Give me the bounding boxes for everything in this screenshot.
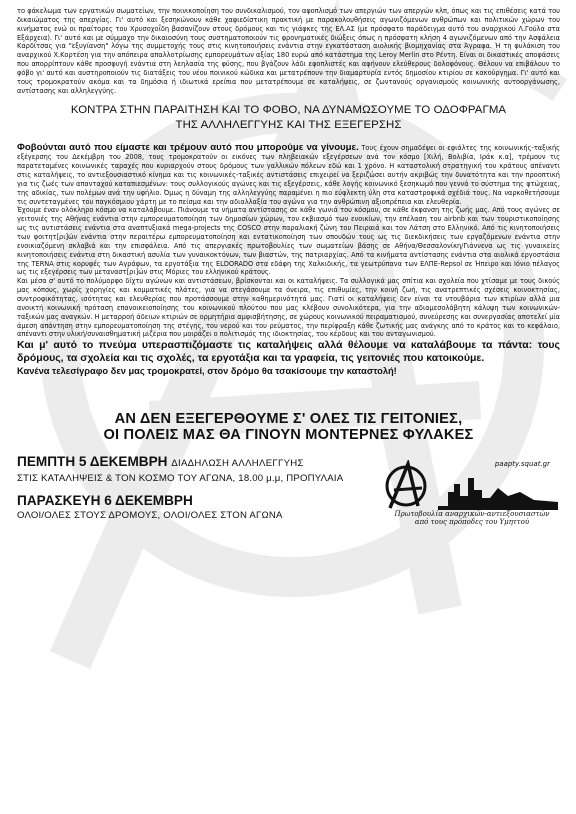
event-1-detail: ΣΤΙΣ ΚΑΤΑΛΗΨΕΙΣ & ΤΟΝ ΚΟΣΜΟ ΤΟΥ ΑΓΩΝΑ, 18.00 μ.μ, ΠΡΟΠΥΛΑΙΑ [17,473,344,485]
main-paragraph [17,144,560,206]
body-paragraph-2: Έχουμε έναν ολόκληρο κόσμο να καταλάβουμε. Πιάνουμε τα νήματα αντίστασης σε κάθε γωνιά του κόσμου, σε κάθε έκφανση της ζωής μας. Από τους αγώνες σε γειτονιές της Αθήνας ενάντια στην εμπορευματοποίηση των δημοσίων χώρων, τον εκβιασμό των ενοικίων, την επέλαση του airbnb και των τουριστικοποίησης ως τις αντιστάσεις ενάντια στα αναπτυξιακά mega-projects της COSCO στην παραλιακή ζώνη του Πειραιά και τον Λάτση στο Ελληνικό. Από τις κινητοποιήσεις των φοιτητ[ρι]ών ενάντια στην περαιτέρω εμπορευματοποίηση και εντατικοποίηση των σπουδών τους ως τις διεκδικήσεις των εργαζόμενων ενάντια στην ενοικιαζόμενη σκλαβιά και την επισφάλεια. Από τις απεργιακές πρωτοβουλίες των σωματείων βάσης σε Αθήνα/Θεσσαλονίκη/Γιάννενα ως τις γυναικείες κινητοποιήσεις ενάντια στη δικαστική ασυλία των γυναικοκτόνων, των βιαστών, της πατριαρχίας. Από τα κινήματα αντίστασης ενάντια στα αιολικά εργοστάσια της TERNA στις κορυφές των Αγράφων, τα εργοτάξια της ELDORADO στα εδάφη της Χαλκιδικής, τα γεωτρύπανα των ΕΛΠΕ-Repsol σε Ήπειρο και Ιόνιο πέλαγος ως τις εξεγέρσεις των μεταναστ[ρι]ών στις Μόριες του ελληνικού κράτους. [17,206,560,277]
body-paragraph-3: Και μέσα σ' αυτό το πολύμορφο δίχτυ αγώνων και αντιστάσεων, βρίσκονται και οι καταλήψεις. Τα συλλογικά μας σπίτια και σχολεία που χτίσαμε με τους δικούς μας κόπους, χωρίς χορηγίες και κομματικές πλάτες, για να στεγάσουμε τα όνειρα, τις επιθυμίες, την κοινή ζωή, τις ανατρεπτικές σχέσεις κοινοκτησίας, συντροφικότητας, ισότητας και ελευθερίας που προτάσσουμε στην καθημερινότητά μας. Γιατί οι καταλήψεις δεν είναι τα ντουβάρια των κτιρίων αλλά μια ανοικτή κοινωνική πρόταση επανοικειοποίησης του κοινωνικού πλούτου που μας κλέβουν συνολικότερα, για την αδιαμεσολάβητη κάλυψη των κοινωνικών-ταξικών μας αναγκών. Η μεταρροή άδειων κτιριών σε ορμητήρια αμφισβήτησης, σε χώρους κοινωνικού πειραματισμού, συνεύρεσης και συνεργασίας αποτελεί μία άμεση απάντηση στην εμπορευματοποίηση της στέγης, του νερού και του ρεύματος, την περίφραξη κάθε ζωτικής μας ανάγκης από το κράτος και το κεφάλαιο, απέναντι στην υλική/συναισθηματική μιζέρια που μοιράζει ο πολιτισμός της ιδιοκτησίας, του κέρδους και του ανταγωνισμού. [17,277,560,339]
intro-paragraph: το φάκελωμα των εργατικών σωματείων, την ποινικοποίηση του συνδικαλισμού, τον αφοπλισμό των απεργιών των απεργών κλπ, όπως και τις επιθέσεις κατά του δικαιώματος της απεργίας. Γι' αυτό και ξεσηκώνουν κάθε χαφιεδίστικη πρακτική με παρακολουθήσεις αγωνιζόμενων ανθρώπων και πολιτικών χώρων του κινήματος ενώ οι πραίτορες του Χρυσοχοΐδη βασανίζουν στους δρόμους και τις γιάφκες της ΕΛ.ΑΣ (με πρόσφατο παράδειγμα αυτό του αναρχικού Λ.Γούλα στα Εξάρχεια). Γι' αυτό και με σύμμαχο την δικαιοσύνη τους συστηματοποιούν τις φρονηματικές διώξεις όπως η πρόσφατη κλήση 4 αγωνιζόμενων από την Ασφάλεια Καρδίτσας για "εξυγίανση" λόγω της συμμετοχής τους στις κινητοποιήσεις ενάντια στην εγκατάσταση αιολικής βιομηχανίας στα Άγραφα. Ή τη φυλάκιση του αναρχικού Χ.Κορτέση για την απόπειρα απαλλοτρίωσης εμπορευμάτων αξίας 180 ευρώ από κατάστημα της Leroy Merlin στο Ρέντη. Είναι οι δικαστικές αποφάσεις που απορρίπτουν κάθε προσφυγή ενάντια στη λεηλασία της φύσης, που βγάζουν λάδι εφοπλιστές και αφήνουν ελεύθερους δολοφόνους. Θέλουν να επιβάλουν το φόβο γι' αυτό και αυστηροποιούν τις διατάξεις του νέου ποινικού κώδικα και μετατρέπουν την διαμαρτυρία εντός δημοσίου κτιρίου σε κακούργημα. Γι' αυτό και τους τρομοκρατούν ακόμα και τα δημόσια ή ιδιωτικά ερείπια που μετατρέπουμε σε καταλήψεις, σε ζωντανούς οργανισμούς κοινωνικής αυτοοργάνωσης, αντίστασης και αλληλεγγύης. [17,7,560,95]
group-slogan [384,510,560,526]
site-url: paapty.squat.gr [494,460,550,469]
slogan-line-1: Πρωτοβουλία αναρχικών-αντιεξουσιαστών [394,510,550,519]
closing-part-1: Και μ' αυτό το πνεύμα υπερασπιζόμαστε τις καταλήψεις αλλά θέλουμε να καταλάβουμε τα πάντα: τους δρόμους, τα σχολεία και τις σχολές, τα εργοτάξια και τα γραφεία, τις γειτονιές που κατοικούμε. [17,339,560,365]
headline-line-2: ΤΗΣ ΑΛΛΗΛΕΓΓΥΗΣ ΚΑΙ ΤΗΣ ΕΞΕΓΕΡΣΗΣ [175,118,402,131]
closing-part-2: Κανένα τελεσίγραφο δεν μας τρομοκρατεί, στον δρόμο θα τσακίσουμε την καταστολή! [17,366,397,377]
event-1-type: ΔΙΑΔΗΛΩΣΗ ΑΛΛΗΛΕΓΓΥΗΣ [171,458,304,470]
events-section [17,454,560,527]
body-part-1: Τους έχουν σημαδέψει οι εφιάλτες της κοινωνικής-ταξικής εξέγερσης του Δεκέμβρη του 2008, τους τρομοκρατούν οι εικόνες των πληβειακών εξεγέρσεων ανά τον κόσμο [Χιλή, Βολιβία, Ιράκ κ.α], τρέμουν τις παρατεταμένες κοινωνικές ταραχές που κυριαρχούν στους δρόμους των γαλλικών πόλεων εδώ και 1 χρόνο. Η καταστολική στρατηγική του κράτους απέναντι στις καταλήψεις, το αντιεξουσιαστικό κίνημα και τις κοινωνικές-ταξικές αντιστάσεις επιχειρεί να ξεριζώσει αυτήν ακριβώς την δυνατότητα και την προοπτική για τις ζωές των απανταχού καταπιεσμένων: τους συλλογικούς αγώνες και τις εξεγέρσεις, κάθε λογής κοινωνικό ξεσηκωμό που γεννά το σύστημα της φτώχειας, της αδικίας, των πολέμων ανά την υφήλιο. Όμως η δύναμη της αλληλεγγύης παραμένει η πιο εύφλεκτη ύλη στα καταστροφικά σχέδιά τους. Να ναρκοθετήσουμε τις συντεταγμένες του παγκόσμιου χάρτη με το πείσμα και την αδιαλλαξία του αγώνα για την ανθρώπινη αξιοπρέπεια και ελευθερία. [17,144,560,206]
anarchy-logo-icon [382,460,442,512]
banner-line-2: ΟΙ ΠΟΛΕΙΣ ΜΑΣ ΘΑ ΓΙΝΟΥΝ ΜΟΝΤΕΡΝΕΣ ΦΥΛΑΚΕΣ [103,427,474,444]
slogan-line-2: από τους πρόποδες του Υμηττού [414,518,530,527]
lead-sentence: Φοβούνται αυτό που είμαστε και τρέμουν αυτό που μπορούμε να γίνουμε. [17,142,359,154]
event-2-day: ΠΑΡΑΣΚΕΥΗ 6 ΔΕΚΕΜΒΡΗ [17,493,193,509]
group-logo [382,460,560,540]
banner-slogan [17,411,560,443]
banner-line-1: ΑΝ ΔΕΝ ΕΞΕΓΕΡΘΟΥΜΕ Σ' ΟΛΕΣ ΤΙΣ ΓΕΙΤΟΝΙΕΣ, [114,411,463,428]
skyline-icon [438,466,558,510]
event-1-day: ΠΕΜΠΤΗ 5 ΔΕΚΕΜΒΡΗ [17,454,168,470]
headline-line-1: ΚΟΝΤΡΑ ΣΤΗΝ ΠΑΡΑΙΤΗΣΗ ΚΑΙ ΤΟ ΦΟΒΟ, ΝΑ ΔΥΝΑΜΩΣΟΥΜΕ ΤΟ ΟΔΟΦΡΑΓΜΑ [70,104,507,117]
event-2-detail: ΟΛΟΙ/ΟΛΕΣ ΣΤΟΥΣ ΔΡΟΜΟΥΣ, ΟΛΟΙ/ΟΛΕΣ ΣΤΟΝ ΑΓΩΝΑ [17,510,283,522]
headline [17,103,560,132]
closing-paragraph [17,339,560,378]
